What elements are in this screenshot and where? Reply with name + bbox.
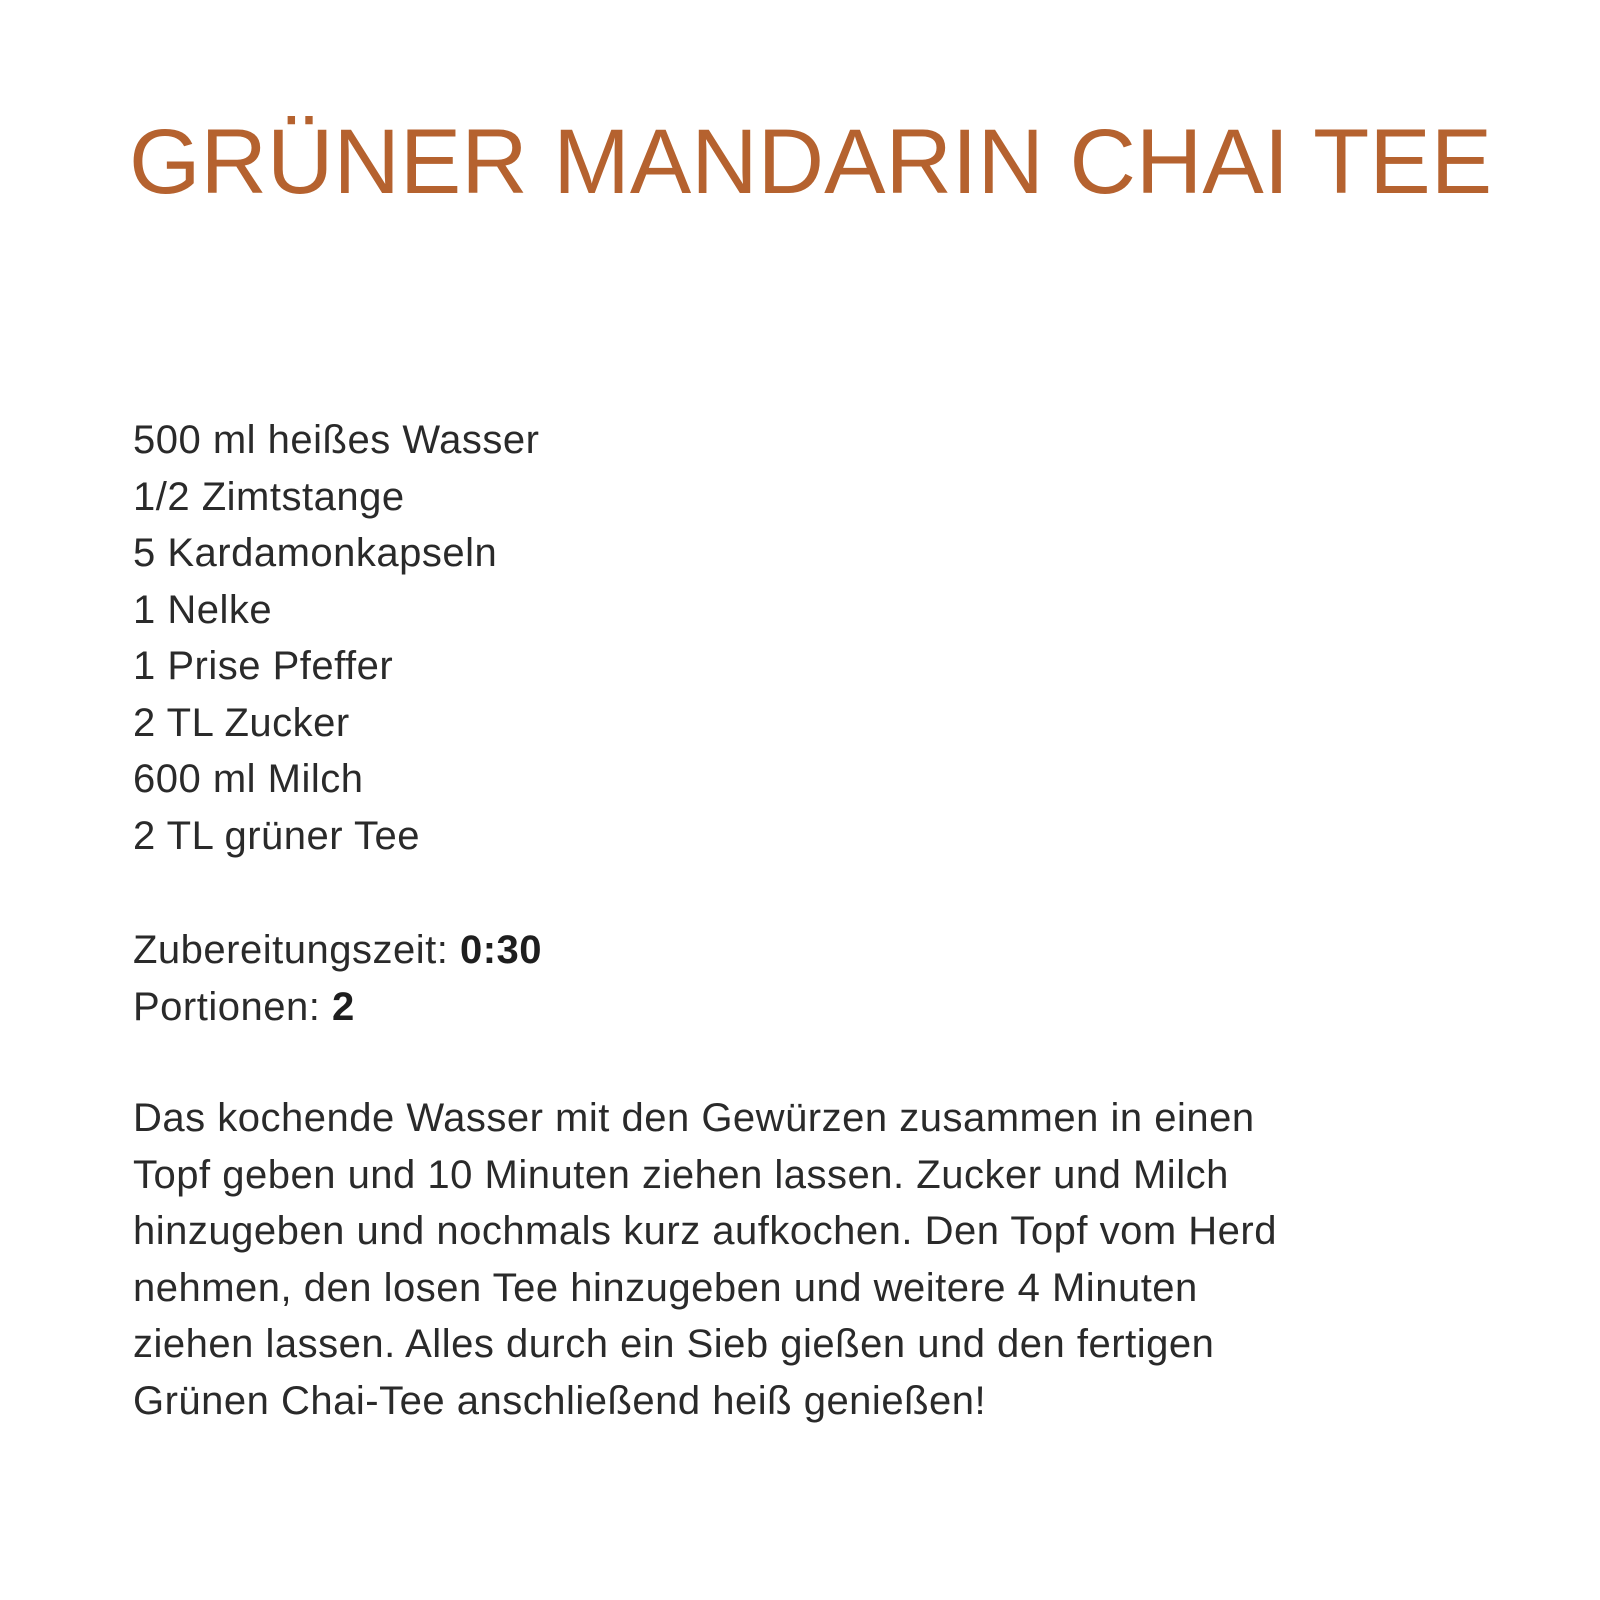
- instructions-line: ziehen lassen. Alles durch ein Sieb gießen und den fertigen: [133, 1322, 1215, 1366]
- servings-label: Portionen:: [133, 984, 321, 1029]
- servings-value: 2: [331, 984, 355, 1029]
- ingredient-item: 1 Nelke: [133, 587, 273, 632]
- ingredient-list: [133, 412, 539, 864]
- ingredient-item: 2 TL Zucker: [133, 700, 350, 745]
- instructions-line: Grünen Chai-Tee anschließend heiß genießen!: [133, 1378, 987, 1423]
- recipe-page: [129, 0, 1533, 1600]
- servings-line: [133, 979, 542, 1036]
- instructions-line: nehmen, den losen Tee hinzugeben und weitere 4 Minuten: [133, 1265, 1198, 1310]
- ingredient-item: 1 Prise Pfeffer: [133, 644, 394, 688]
- recipe-title: GRÜNER MANDARIN CHAI TEE: [129, 111, 1493, 213]
- ingredient-item: 5 Kardamonkapseln: [133, 531, 498, 575]
- ingredient-item: 500 ml heißes Wasser: [133, 418, 540, 462]
- recipe-meta: [133, 922, 542, 1035]
- instructions-line: Das kochende Wasser mit den Gewürzen zusammen in einen: [133, 1096, 1255, 1140]
- instructions-line: hinzugeben und nochmals kurz aufkochen. Den Topf vom Herd: [133, 1209, 1277, 1253]
- instructions-line: Topf geben und 10 Minuten ziehen lassen. Zucker und Milch: [133, 1152, 1229, 1197]
- prep-time-label: Zubereitungszeit:: [133, 928, 449, 972]
- ingredient-item: 600 ml Milch: [133, 757, 364, 801]
- ingredient-item: 1/2 Zimtstange: [133, 474, 405, 519]
- prep-time-line: [133, 922, 542, 979]
- prep-time-value: 0:30: [459, 928, 543, 972]
- instructions-paragraph: [133, 1090, 1493, 1429]
- ingredient-item: 2 TL grüner Tee: [133, 813, 420, 858]
